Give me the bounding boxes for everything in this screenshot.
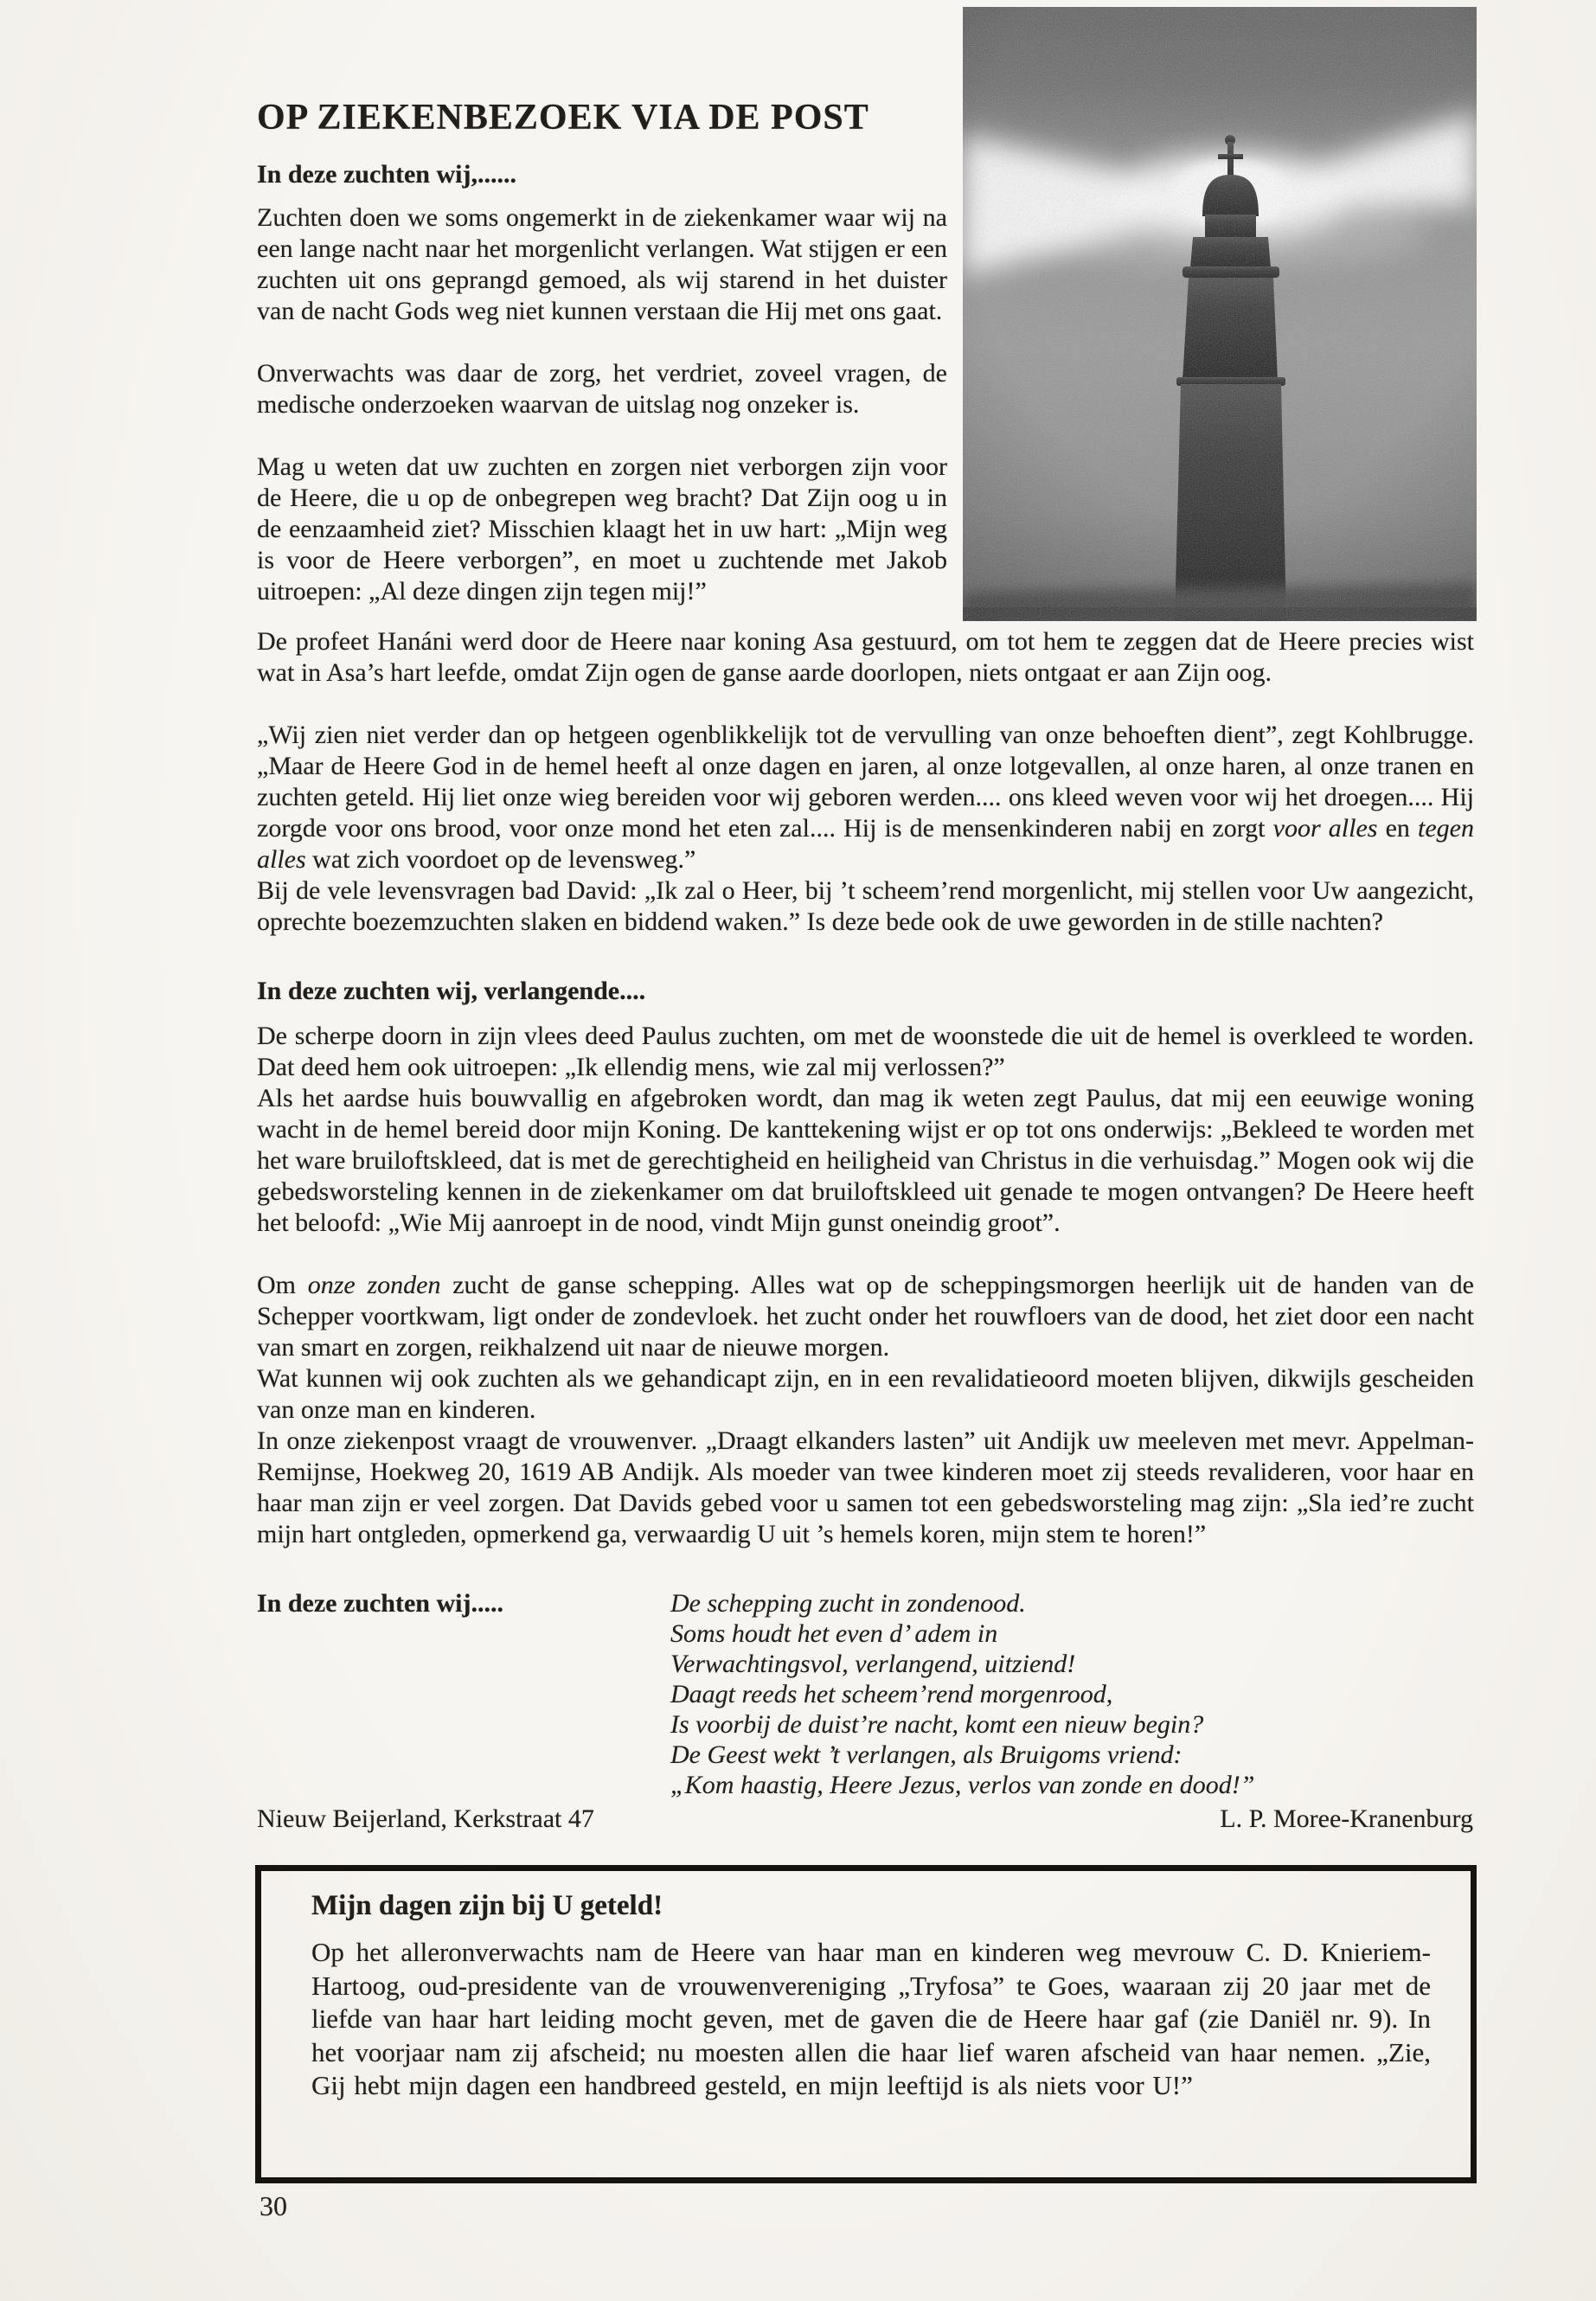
author-name: L. P. Moree-Kranenburg xyxy=(1220,1804,1473,1833)
memoriam-title: Mijn dagen zijn bij U geteld! xyxy=(311,1890,663,1921)
poem-line: Daagt reeds het scheem’rend morgenrood, xyxy=(670,1680,1113,1708)
poem xyxy=(670,1588,1254,1800)
lighthouse-photo xyxy=(963,7,1477,621)
article-paragraph-7: De scherpe doorn in zijn vlees deed Paulus zuchten, om met de woonstede die uit de hemel is overkleed te worden. Dat deed hem ook uitroepen: „Ik ellendig mens, wie zal mij verlossen?” xyxy=(257,1022,1474,1081)
paragraph-5-end: wat zich voordoet op de levensweg.” xyxy=(305,845,696,874)
section-heading-verlangende: In deze zuchten wij, verlangende.... xyxy=(257,977,646,1005)
article-paragraph-2: Onverwachts was daar de zorg, het verdriet, zoveel vragen, de medische onderzoeken waarvan de uitslag nog onzeker is. xyxy=(257,359,947,419)
article-paragraph-8: Als het aardse huis bouwvallig en afgebroken wordt, dan mag ik weten zegt Paulus, dat mij een eeuwige woning wacht in de hemel bereid door mijn Koning. De kanttekening wijst er op tot ons onderwijs: „Bekleed te worden met het ware bruiloftskleed, dat is met de gerechtigheid en heiligheid van Christus in die verhuisdag.” Mogen ook wij die gebedsworsteling kennen in de ziekenkamer om dat bruiloftskleed uit genade te mogen ontvangen? De Heere heeft het beloofd: „Wie Mij aanroept in de nood, vindt Mijn gunst oneindig groot”. xyxy=(257,1084,1474,1237)
poem-label: In deze zuchten wij..... xyxy=(257,1589,503,1618)
article-paragraph-1: Zuchten doen we soms ongemerkt in de ziekenkamer waar wij na een lange nacht naar het morgenlicht verlangen. Wat stijgen er een zuchten uit ons geprangd gemoed, als wij starend in het duister van de nacht Gods weg niet kunnen verstaan die Hij met ons gaat. xyxy=(257,203,947,325)
author-address: Nieuw Beijerland, Kerkstraat 47 xyxy=(257,1804,594,1833)
article-title: OP ZIEKENBEZOEK VIA DE POST xyxy=(257,98,869,138)
poem-line: Verwachtingsvol, verlangend, uitziend! xyxy=(670,1650,1076,1678)
signature-row xyxy=(257,1804,1473,1834)
paragraph-9-start: Om xyxy=(257,1271,308,1299)
article-paragraph-3: Mag u weten dat uw zuchten en zorgen niet verborgen zijn voor de Heere, die u op de onbegrepen weg bracht? Dat Zijn oog u in de eenzaamheid ziet? Misschien klaagt het in uw hart: „Mijn weg is voor de Heere verborgen”, en moet u zuchtende met Jakob uitroepen: „Al deze dingen zijn tegen mij!” xyxy=(257,452,947,606)
lighthouse-illustration xyxy=(963,7,1477,621)
paragraph-5-emphasis-1: voor alles xyxy=(1272,814,1378,843)
paragraph-9-text: zucht de ganse schepping. Alles wat op de scheppingsmorgen heerlijk uit de handen van de Schepper voortkwam, ligt onder de zondevloek. het zucht onder het rouwfloers van de dood, het ziet door een nacht van smart en zorgen, reikhalzend uit naar de nieuwe morgen. xyxy=(257,1271,1474,1362)
poem-line: De Geest wekt ’t verlangen, als Bruigoms vriend: xyxy=(670,1740,1183,1769)
article-paragraph-11: In onze ziekenpost vraagt de vrouwenver. „Draagt elkanders lasten” uit Andijk uw meeleven met mevr. Appelman-Remijnse, Hoekweg 20, 1619 AB Andijk. Als moeder van twee kinderen moet zij steeds revalideren, voor haar en haar man zijn er veel zorgen. Dat Davids gebed voor u samen tot een gebedsworsteling mag zijn: „Sla ied’re zucht mijn hart ontgleden, opmerkend ga, verwaardig U uit ’s hemels koren, mijn stem te horen!” xyxy=(257,1426,1474,1548)
paragraph-5-text: „Wij zien niet verder dan op hetgeen ogenblikkelijk tot de vervulling van onze behoeften dient”, zegt Kohlbrugge. „Maar de Heere God in de hemel heeft al onze dagen en jaren, al onze lotgevallen, al onze haren, al onze tranen en zuchten geteld. Hij liet onze wieg bereiden voor wij geboren werden.... ons kleed weven voor wij het droegen.... Hij zorgde voor ons brood, voor onze mond het eten zal.... Hij is de mensenkinderen nabij en zorgt xyxy=(257,721,1474,843)
lead-heading: In deze zuchten wij,...... xyxy=(257,160,516,189)
page-number: 30 xyxy=(260,2190,287,2221)
poem-line: „Kom haastig, Heere Jezus, verlos van zonde en dood!” xyxy=(670,1771,1255,1799)
poem-line: Soms houdt het even d’ adem in xyxy=(670,1619,998,1648)
article-paragraph-9 xyxy=(257,1270,1474,1363)
memoriam-body: Op het alleronverwachts nam de Heere van haar man en kinderen weg mevrouw C. D. Knieriem-Hartoog, oud-presidente van de vrouwenvereniging „Tryfosa” te Goes, waaraan zij 20 jaar met de liefde van haar hart leiding mocht geven, met de gaven die de Heere haar gaf (zie Daniël nr. 9). In het voorjaar nam zij afscheid; nu moesten allen die haar lief waren afscheid van haar nemen. „Zie, Gij hebt mijn dagen een handbreed gesteld, en mijn leeftijd is als niets voor U!” xyxy=(311,1937,1431,2100)
article-paragraph-4: De profeet Hanáni werd door de Heere naar koning Asa gestuurd, om tot hem te zeggen dat de Heere precies wist wat in Asa’s hart leefde, omdat Zijn ogen de ganse aarde doorlopen, niets ontgaat er aan Zijn oog. xyxy=(257,627,1474,687)
article-paragraph-5 xyxy=(257,720,1474,875)
article-paragraph-10: Wat kunnen wij ook zuchten als we gehandicapt zijn, en in een revalidatieoord moeten blijven, dikwijls gescheiden van onze man en kinderen. xyxy=(257,1364,1474,1424)
poem-line: Is voorbij de duist’re nacht, komt een nieuw begin? xyxy=(670,1710,1204,1739)
poem-line: De schepping zucht in zondenood. xyxy=(670,1589,1026,1618)
paragraph-9-emphasis: onze zonden xyxy=(307,1271,441,1299)
memoriam-box xyxy=(255,1865,1477,2183)
poem-section xyxy=(257,1588,1474,1800)
paragraph-5-emphasis-2: tegen alles xyxy=(257,814,1474,874)
paragraph-5-connector: en xyxy=(1377,814,1419,843)
article-paragraph-6: Bij de vele levensvragen bad David: „Ik zal o Heer, bij ’t scheem’rend morgenlicht, mij stellen voor Uw aangezicht, oprechte boezemzuchten slaken en biddend waken.” Is deze bede ook de uwe geworden in de stille nachten? xyxy=(257,876,1474,936)
